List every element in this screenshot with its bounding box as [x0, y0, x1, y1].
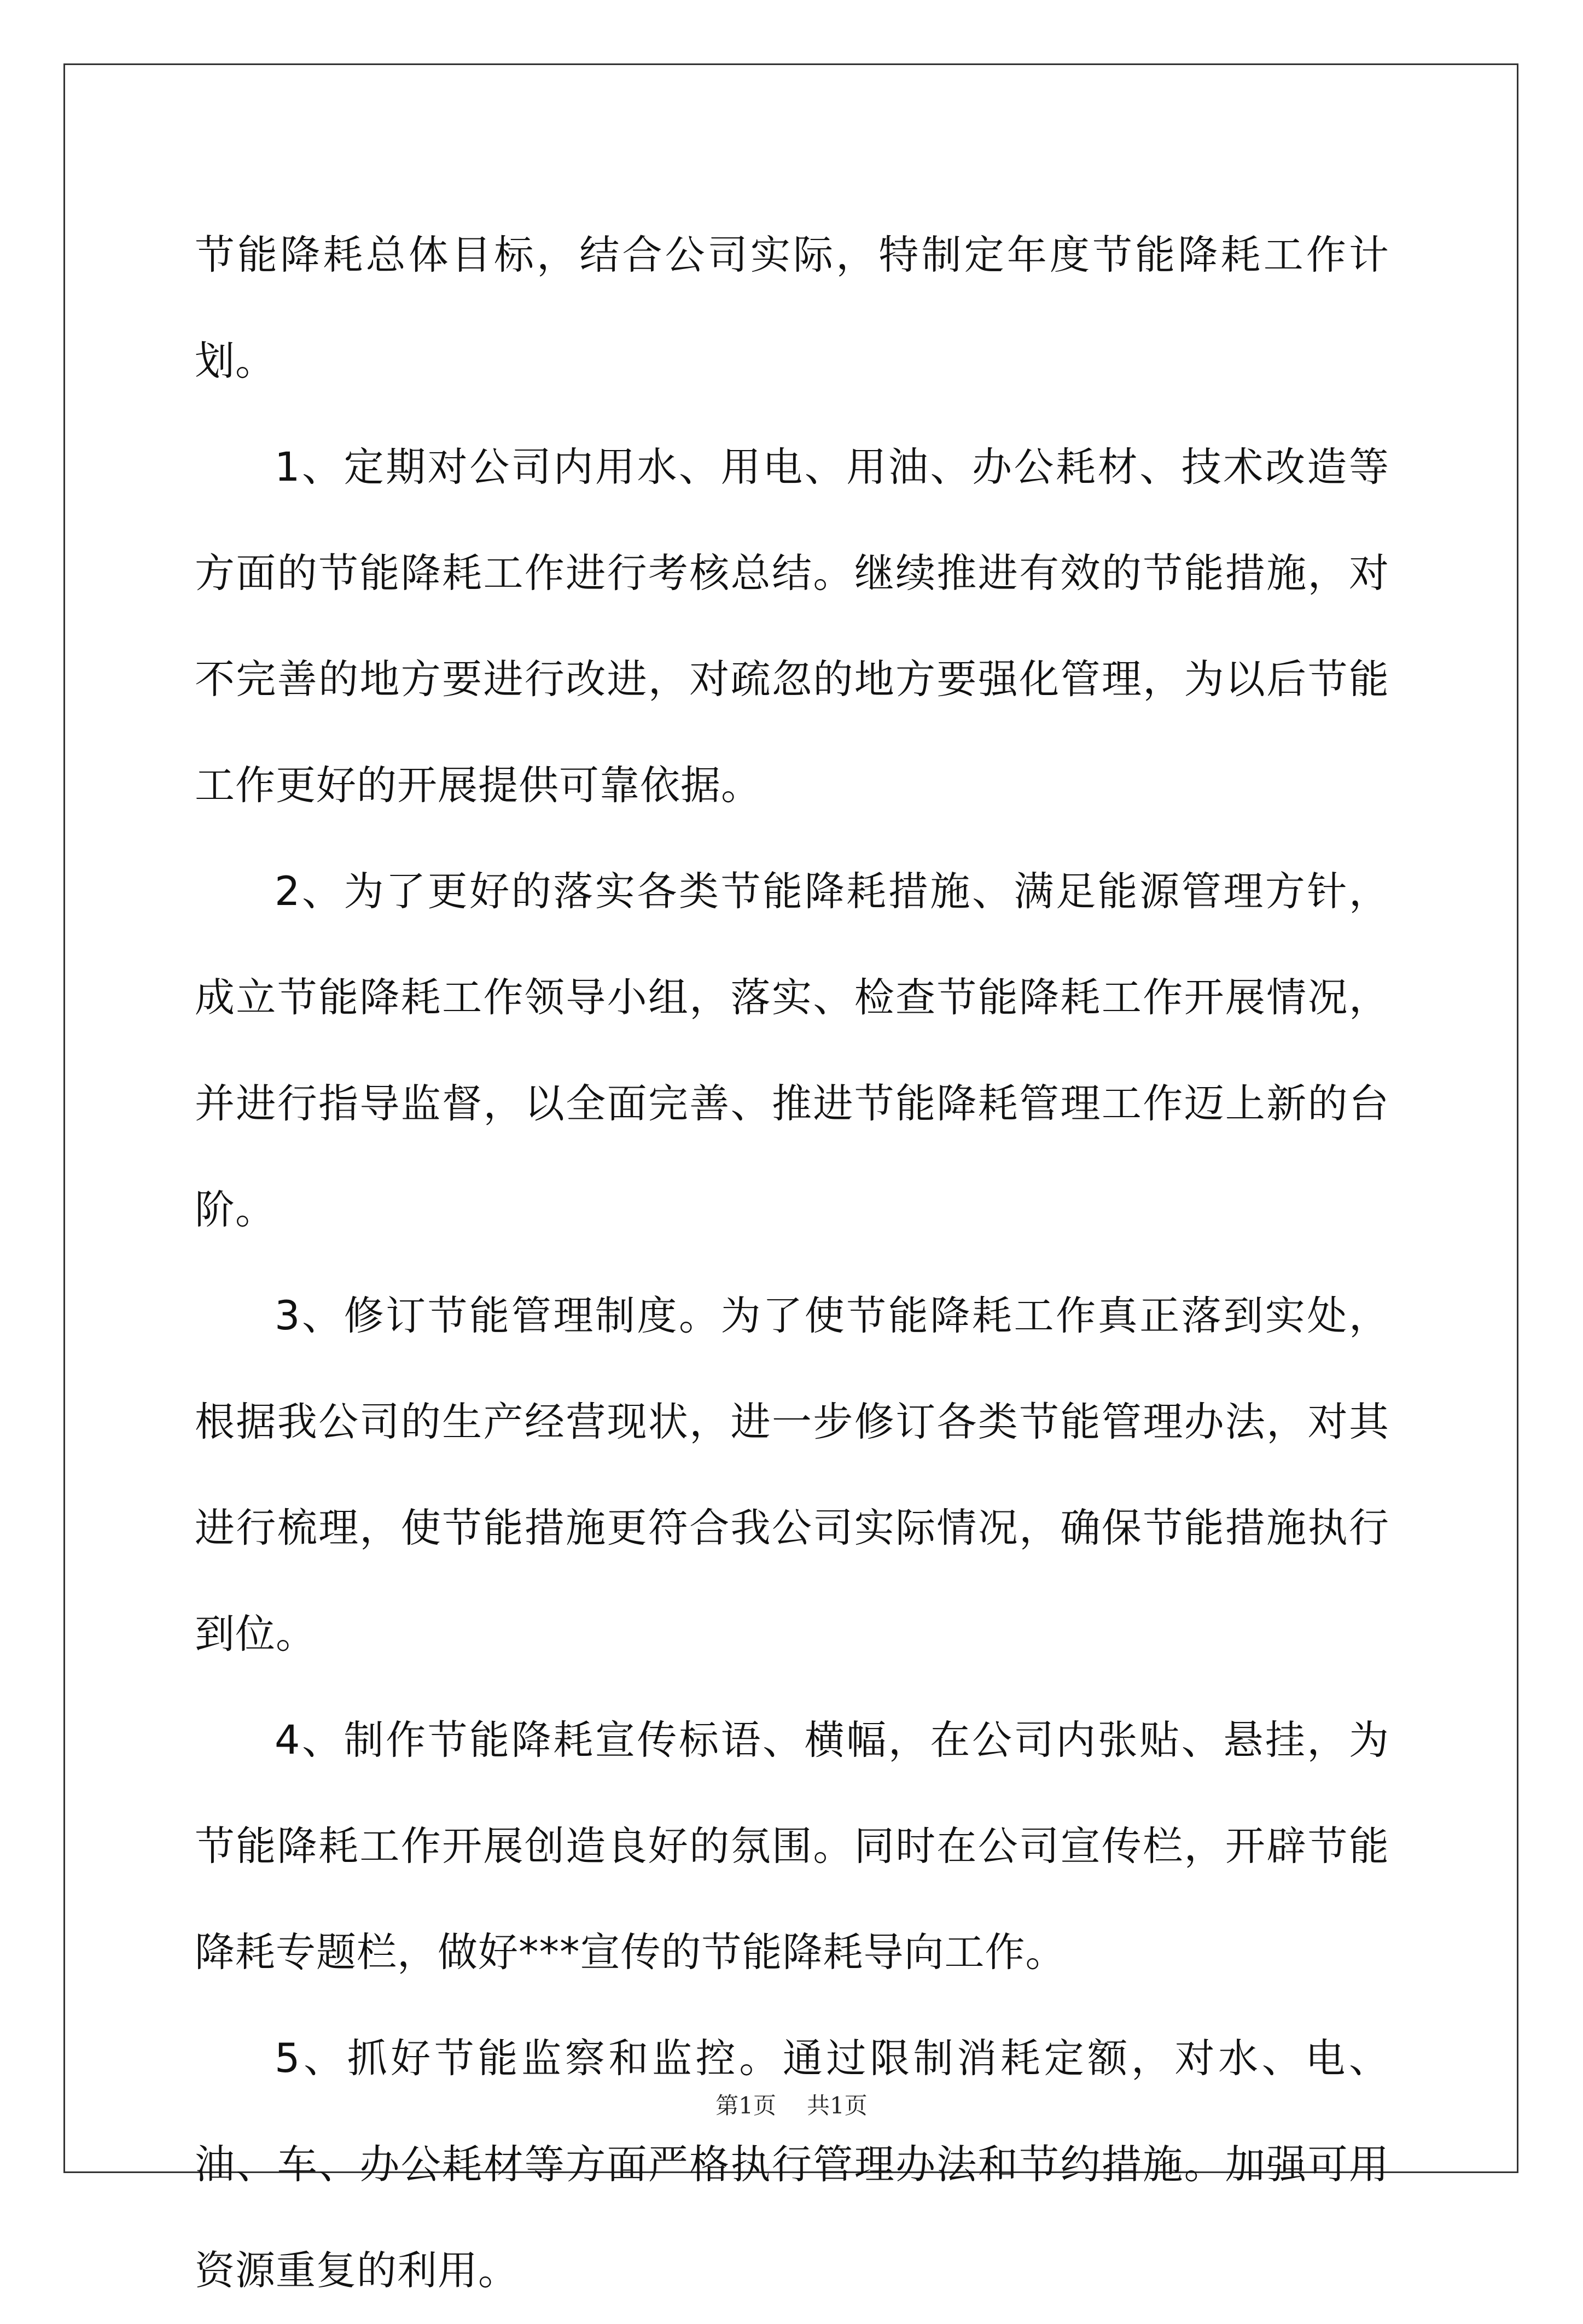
page-total: 共1页	[807, 2092, 868, 2119]
document-body	[195, 202, 1389, 2324]
paragraph-item-3: 3、修订节能管理制度。为了使节能降耗工作真正落到实处，根据我公司的生产经营现状，进一步修订各类节能管理办法，对其进行梳理，使节能措施更符合我公司实际情况，确保节能措施执行到位。	[195, 1293, 1389, 1657]
paragraph-item-5: 5、抓好节能监察和监控。通过限制消耗定额，对水、电、油、车、办公耗材等方面严格执行管理办法和节约措施。加强可用资源重复的利用。	[195, 2035, 1389, 2294]
paragraph-item-2: 2、为了更好的落实各类节能降耗措施、满足能源管理方针，成立节能降耗工作领导小组，落实、检查节能降耗工作开展情况，并进行指导监督，以全面完善、推进节能降耗管理工作迈上新的台阶。	[195, 868, 1389, 1233]
paragraph-item-4: 4、制作节能降耗宣传标语、横幅，在公司内张贴、悬挂，为节能降耗工作开展创造良好的氛围。同时在公司宣传栏，开辟节能降耗专题栏，做好***宣传的节能降耗导向工作。	[195, 1717, 1389, 1976]
page-footer	[0, 2092, 1583, 2119]
paragraph-item-1: 1、定期对公司内用水、用电、用油、办公耗材、技术改造等方面的节能降耗工作进行考核总结。继续推进有效的节能措施，对不完善的地方要进行改进，对疏忽的地方要强化管理，为以后节能工作更好的开展提供可靠依据。	[195, 444, 1389, 809]
paragraph-intro: 节能降耗总体目标，结合公司实际，特制定年度节能降耗工作计划。	[195, 232, 1389, 384]
page-number: 第1页	[715, 2092, 776, 2119]
